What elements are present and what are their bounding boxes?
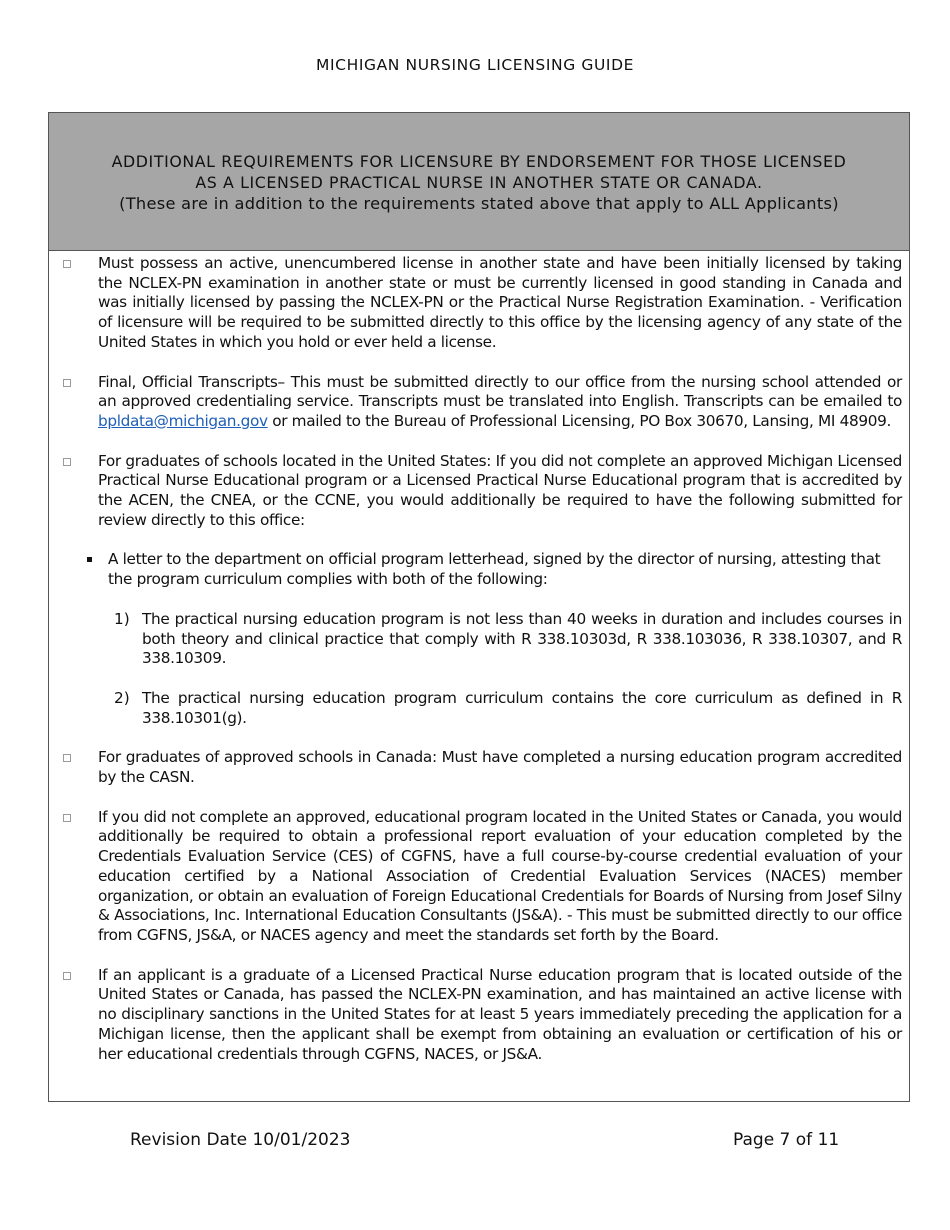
numbered-text: The practical nursing education program is not less than 40 weeks in duration and includes courses in both theory and clinical practice that comply with R 338.10303d, R 338.103036, R 338.10307, and R 338.10309. — [142, 609, 902, 668]
transcripts-text: Final, Official Transcripts– This must be submitted directly to our office from the nursing school attended or an approved credentialing service. Transcripts must be translated into English. Transcripts can be emailed to — [98, 372, 902, 411]
numbered-item — [114, 689, 902, 728]
requirement-text: Must possess an active, unencumbered license in another state and have been initially licensed by taking the NCLEX-PN examination in another state or must be currently licensed in good standing in Canada and was initially licensed by passing the NCLEX-PN or the Practical Nurse Registration Examination. - Verification of licensure will be required to be submitted directly to this office by the licensing agency of any state of the United States in which you hold or ever held a license. — [98, 254, 902, 351]
page-number: Page 7 of 11 — [733, 1130, 840, 1150]
requirement-item — [63, 808, 902, 946]
revision-date: Revision Date 10/01/2023 — [130, 1130, 351, 1150]
requirement-text — [98, 373, 902, 432]
checkbox-icon[interactable] — [63, 458, 71, 466]
numbered-item — [114, 610, 902, 669]
checkbox-icon[interactable] — [63, 754, 71, 762]
heading-line-2: AS A LICENSED PRACTICAL NURSE IN ANOTHER STATE OR CANADA. — [195, 173, 763, 192]
numbered-text: The practical nursing education program curriculum contains the core curriculum as defined in R 338.10301(g). — [142, 688, 902, 727]
requirement-item — [63, 966, 902, 1065]
requirement-text: If you did not complete an approved, educational program located in the United States or Canada, you would additionally be required to obtain a professional report evaluation of your education completed by the Credentials Evaluation Service (CES) of CGFNS, have a full course-by-course credential evaluation of your education certified by a National Association of Credential Evaluation Services (NACES) member organization, or obtain an evaluation of Foreign Educational Credentials for Boards of Nursing from Josef Silny & Associations, Inc. International Education Consultants (JS&A). - This must be submitted directly to our office from CGFNS, JS&A, or NACES agency and meet the standards set forth by the Board. — [98, 807, 902, 944]
checkbox-icon[interactable] — [63, 260, 71, 268]
requirement-item — [63, 254, 902, 353]
requirements-box — [48, 112, 910, 1102]
bullet-text: A letter to the department on official program letterhead, signed by the director of nursing, attesting that the program curriculum complies with both of the following: — [108, 550, 881, 589]
heading-line-1: ADDITIONAL REQUIREMENTS FOR LICENSURE BY ENDORSEMENT FOR THOSE LICENSED — [111, 152, 847, 171]
email-link[interactable]: bpldata@michigan.gov — [98, 411, 268, 430]
mailing-address-text: or mailed to the Bureau of Professional Licensing, PO Box 30670, Lansing, MI 48909. — [267, 411, 891, 430]
heading-note: (These are in addition to the requirements stated above that apply to ALL Applicants) — [119, 194, 839, 213]
checkbox-icon[interactable] — [63, 814, 71, 822]
checkbox-icon[interactable] — [63, 379, 71, 387]
requirement-text: If an applicant is a graduate of a Licensed Practical Nurse education program that is located outside of the United States or Canada, has passed the NCLEX-PN examination, and has maintained an active license with no disciplinary sanctions in the United States for at least 5 years immediately preceding the application for a Michigan license, then the applicant shall be exempt from obtaining an evaluation or certification of his or her educational credentials through CGFNS, NACES, or JS&A. — [98, 965, 902, 1063]
requirement-text: For graduates of approved schools in Canada: Must have completed a nursing education program accredited by the CASN. — [98, 748, 902, 787]
item-number: 2) — [114, 688, 130, 707]
checkbox-icon[interactable] — [63, 972, 71, 980]
requirement-text: For graduates of schools located in the United States: If you did not complete an approved Michigan Licensed Practical Nurse Educational program or a Licensed Practical Nurse Educational program that is accredited by the ACEN, the CNEA, or the CCNE, you would additionally be required to have the following submitted for review directly to this office: — [98, 451, 902, 529]
square-bullet-icon — [87, 557, 92, 562]
requirement-item — [63, 373, 902, 432]
document-header: MICHIGAN NURSING LICENSING GUIDE — [316, 56, 634, 74]
bullet-item — [87, 550, 902, 589]
requirement-item — [63, 748, 902, 787]
requirements-heading — [49, 113, 909, 251]
requirement-item — [63, 452, 902, 531]
item-number: 1) — [114, 609, 130, 628]
requirements-list — [49, 251, 909, 1064]
